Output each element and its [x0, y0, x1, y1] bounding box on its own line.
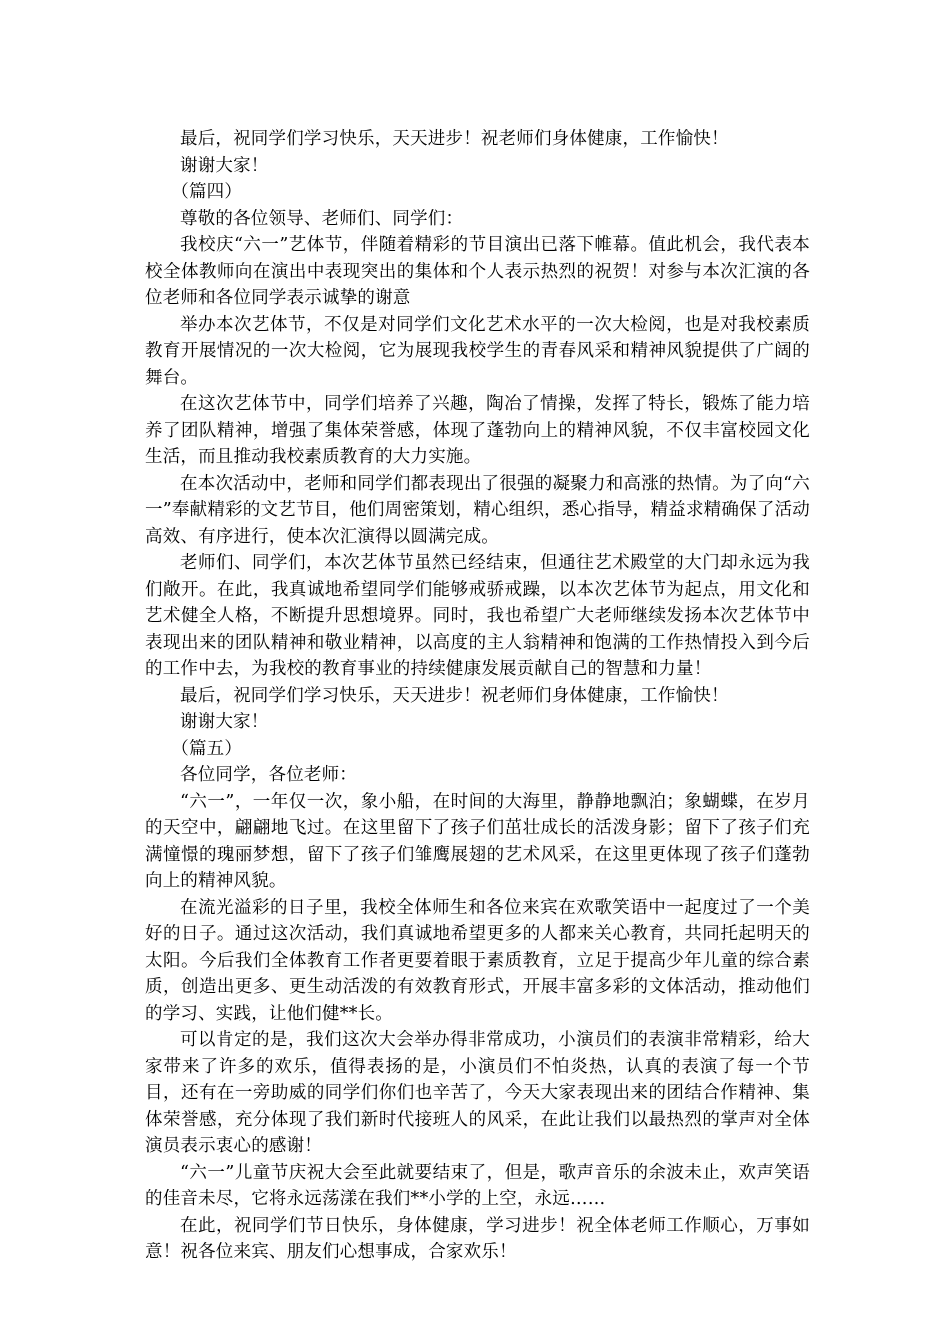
document-body: [145, 126, 810, 1266]
section-4-paragraph: 在这次艺体节中，同学们培养了兴趣，陶冶了情操，发挥了特长，锻炼了能力培养了团队精神，增强了集体荣誉感，体现了蓬勃向上的精神风貌，不仅丰富校园文化生活，而且推动我校素质教育的大力实施。: [145, 394, 810, 467]
section-4-heading: （篇四）: [171, 182, 243, 202]
section-5-paragraph: 可以肯定的是，我们这次大会举办得非常成功，小演员们的表演非常精彩，给大家带来了许多的欢乐，值得表扬的是，小演员们不怕炎热，认真的表演了每一个节目，还有在一旁助威的同学们你们也辛苦了，今天大家表现出来的团结合作精神、集体荣誉感，充分体现了我们新时代接班人的风采，在此让我们以最热烈的掌声对全体演员表示衷心的感谢！: [145, 1030, 810, 1156]
closing-wishes-line: 最后，祝同学们学习快乐，天天进步！祝老师们身体健康，工作愉快！: [180, 129, 729, 149]
section-5-paragraph: “六一”，一年仅一次，象小船，在时间的大海里，静静地飘泊；象蝴蝶，在岁月的天空中，翩翩地飞过。在这里留下了孩子们茁壮成长的活泼身影；留下了孩子们充满憧憬的瑰丽梦想，留下了孩子们雏鹰展翅的艺术风采，在这里更体现了孩子们蓬勃向上的精神风貌。: [145, 791, 810, 891]
section-5-paragraph: 在流光溢彩的日子里，我校全体师生和各位来宾在欢歌笑语中一起度过了一个美好的日子。通过这次活动，我们真诚地希望更多的人都来关心教育，共同托起明天的太阳。今后我们全体教育工作者更要着眼于素质教育，立足于提高少年儿童的综合素质，创造出更多、更生动活泼的有效教育形式，开展丰富多彩的文体活动，推动他们的学习、实践，让他们健**长。: [145, 897, 810, 1024]
section-5-paragraph: 在此，祝同学们节日快乐，身体健康，学习进步！祝全体老师工作顺心，万事如意！祝各位来宾、朋友们心想事成，合家欢乐！: [145, 1215, 810, 1262]
thanks-line: 谢谢大家！: [180, 155, 269, 176]
section-4-paragraph: 我校庆“六一”艺体节，伴随着精彩的节目演出已落下帷幕。值此机会，我代表本校全体教师向在演出中表现突出的集体和个人表示热烈的祝贺！对参与本次汇演的各位老师和各位同学表示诚挚的谢意: [145, 235, 810, 308]
section-5-heading: （篇五）: [171, 738, 243, 759]
section-4-paragraph: 最后，祝同学们学习快乐，天天进步！祝老师们身体健康，工作愉快！: [180, 685, 729, 706]
section-5-greeting: 各位同学，各位老师：: [180, 765, 357, 785]
section-4-paragraph: 在本次活动中，老师和同学们都表现出了很强的凝聚力和高涨的热情。为了向“六一”奉献精彩的文艺节目，他们周密策划，精心组织，悉心指导，精益求精确保了活动高效、有序进行，使本次汇演得以圆满完成。: [145, 473, 810, 547]
section-5-paragraph: “六一”儿童节庆祝大会至此就要结束了，但是，歌声音乐的余波未止，欢声笑语的佳音未尽，它将永远荡漾在我们**小学的上空，永远……: [145, 1162, 810, 1209]
section-4-thanks: 谢谢大家！: [180, 712, 269, 732]
section-4-paragraph: 举办本次艺体节，不仅是对同学们文化艺术水平的一次大检阅，也是对我校素质教育开展情况的一次大检阅，它为展现我校学生的青春风采和精神风貌提供了广阔的舞台。: [145, 314, 810, 388]
section-4-greeting: 尊敬的各位领导、老师们、同学们：: [180, 208, 464, 229]
section-4-paragraph: 老师们、同学们，本次艺体节虽然已经结束，但通往艺术殿堂的大门却永远为我们敞开。在此，我真诚地希望同学们能够戒骄戒躁，以本次艺体节为起点，用文化和艺术健全人格，不断提升思想境界。同时，我也希望广大老师继续发扬本次艺体节中表现出来的团队精神和敬业精神，以高度的主人翁精神和饱满的工作热情投入到今后的工作中去，为我校的教育事业的持续健康发展贡献自己的智慧和力量！: [145, 553, 810, 679]
